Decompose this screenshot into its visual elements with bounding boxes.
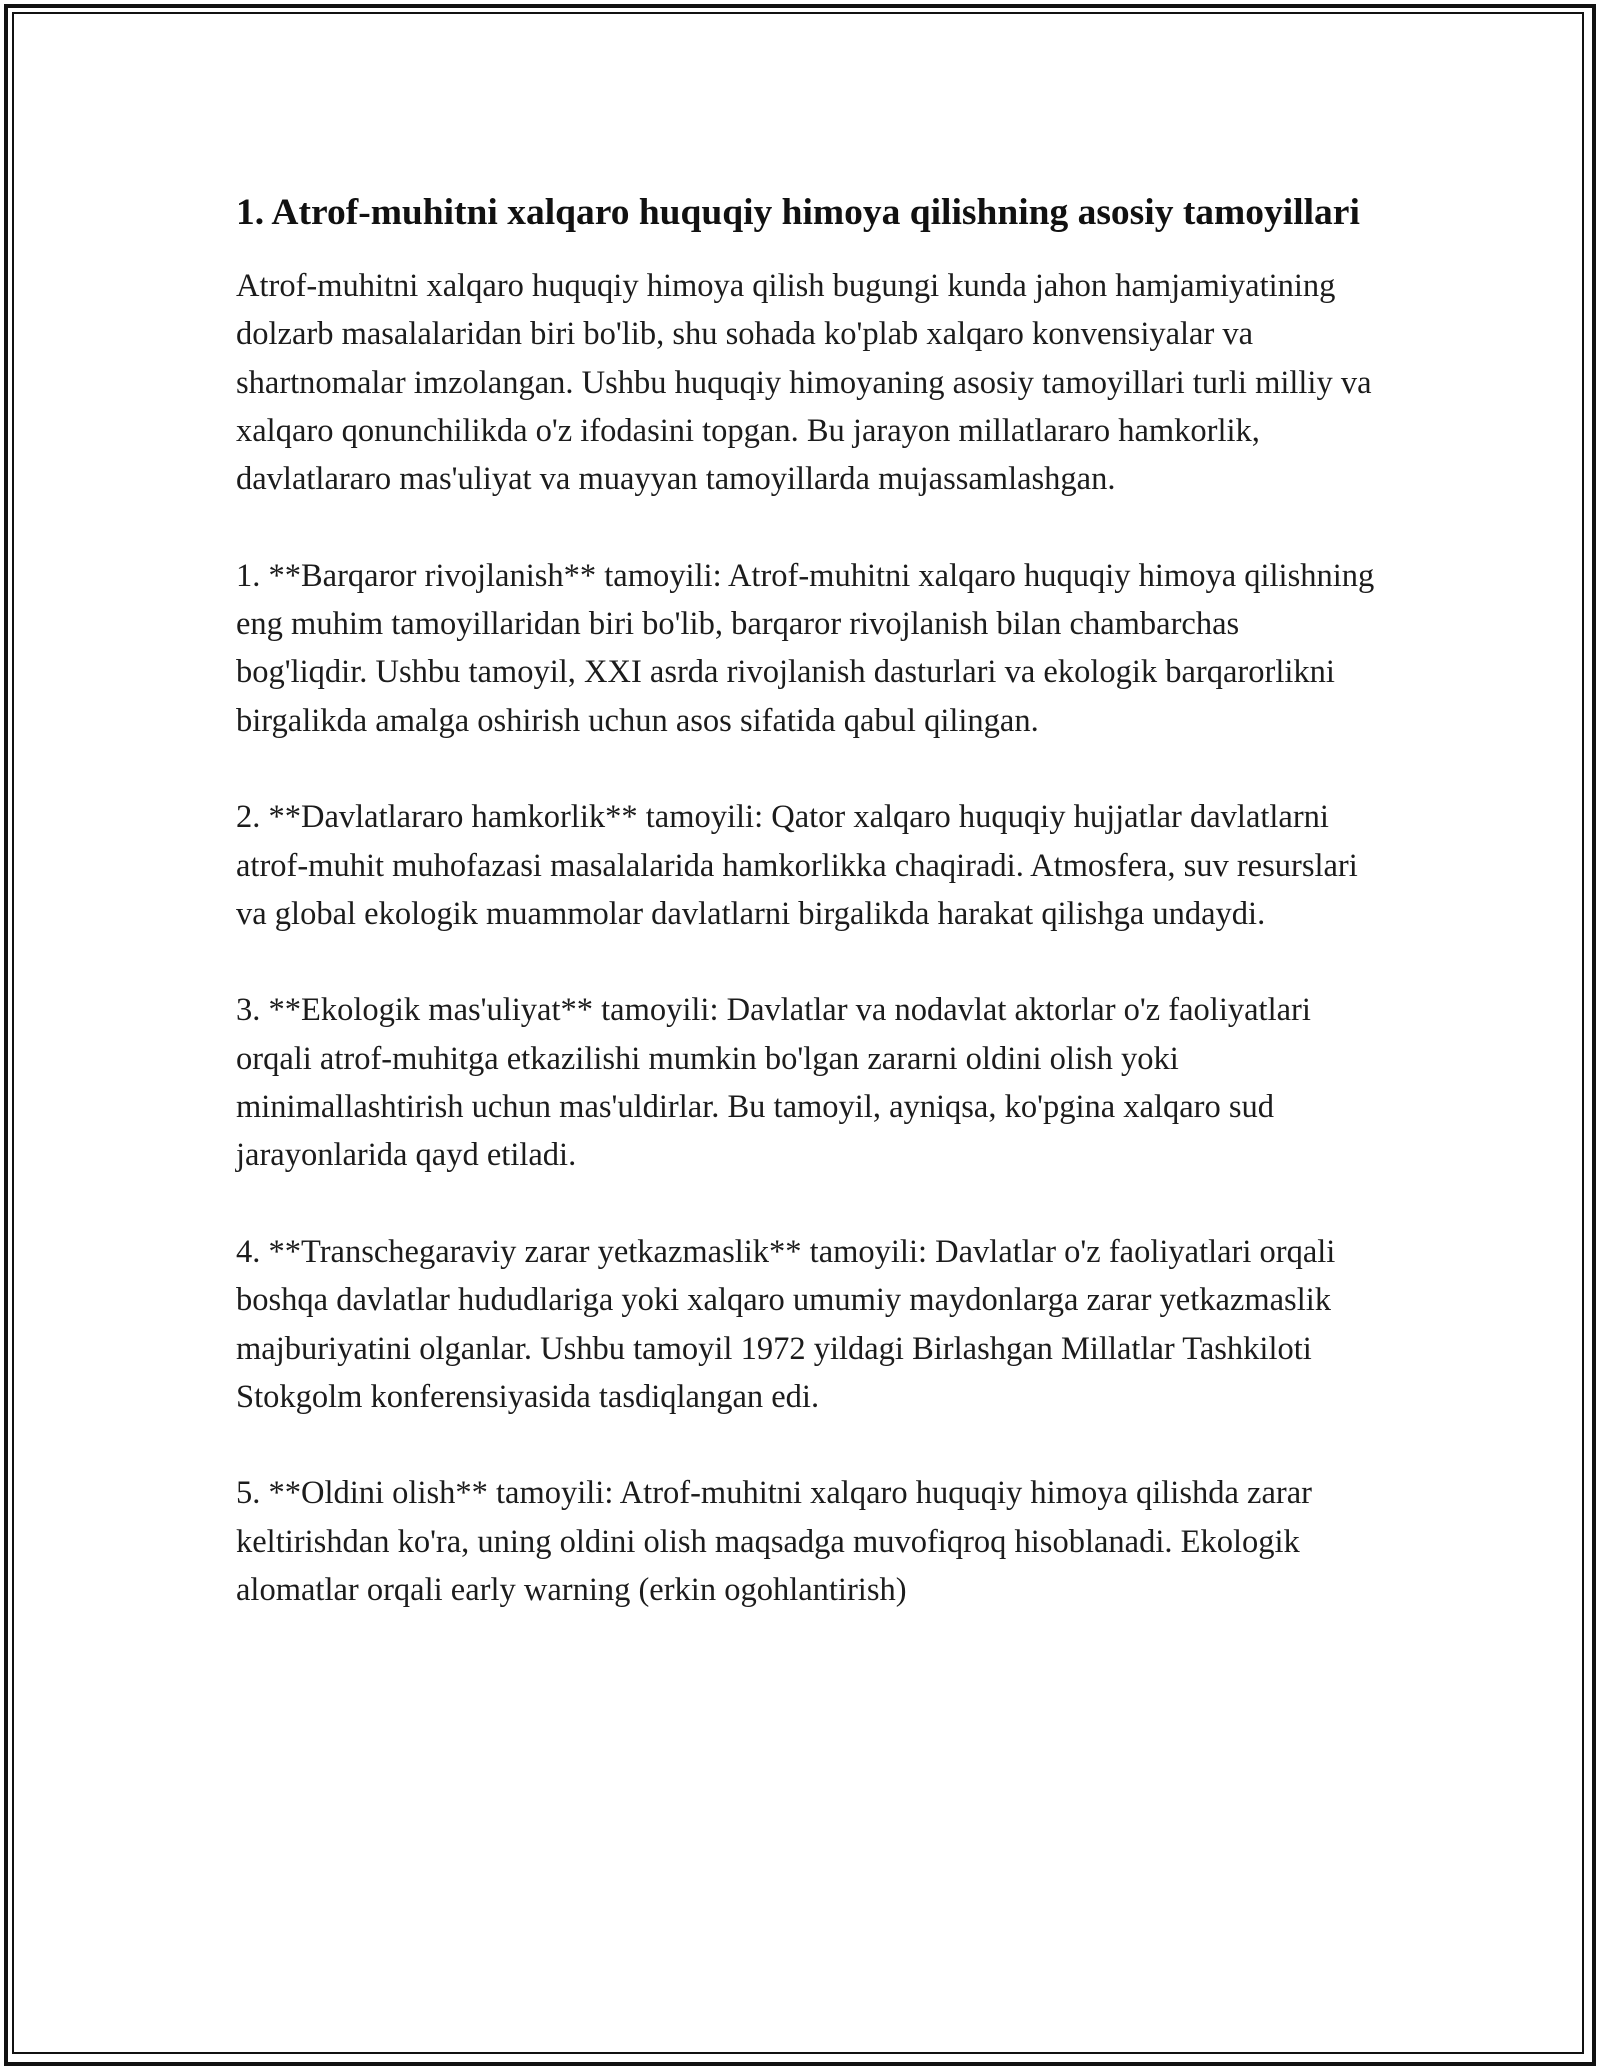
intro-paragraph: Atrof-muhitni xalqaro huquqiy himoya qilish bugungi kunda jahon hamjamiyatining dolzarb masalalaridan biri bo'lib, shu sohada ko'plab xalqaro konvensiyalar va shartnomalar imzolangan. Ushbu huquqiy himoyaning asosiy tamoyillari turli milliy va xalqaro qonunchilikda o'z ifodasini topgan. Bu jarayon millatlararo hamkorlik, davlatlararo mas'uliyat va muayyan tamoyillarda mujassamlashgan. xyxy=(236,268,1372,498)
principle-prevention: 5. **Oldini olish** tamoyili: Atrof-muhitni xalqaro huquqiy himoya qilishda zarar keltirishdan ko'ra, uning oldini olish maqsadga muvofiqroq hisoblanadi. Ekologik alomatlar orqali early warning (erkin ogohlantirish) xyxy=(236,1475,1312,1609)
principle-ecological-responsibility: 3. **Ekologik mas'uliyat** tamoyili: Davlatlar va nodavlat aktorlar o'z faoliyatlari orqali atrof-muhitga etkazilishi mumkin bo'lgan zararni oldini olish yoki minimallashtirish uchun mas'uldirlar. Bu tamoyil, ayniqsa, ko'pgina xalqaro sud jarayonlarida qayd etiladi. xyxy=(236,992,1311,1174)
principle-interstate-cooperation: 2. **Davlatlararo hamkorlik** tamoyili: Qator xalqaro huquqiy hujjatlar davlatlarni atrof-muhit muhofazasi masalalarida hamkorlikka chaqiradi. Atmosfera, suv resurslari va global ekologik muammolar davlatlarni birgalikda harakat qilishga undaydi. xyxy=(236,799,1358,932)
section-heading: 1. Atrof-muhitni xalqaro huquqiy himoya qilishning asosiy tamoyillari xyxy=(236,192,1360,233)
principle-transboundary-harm: 4. **Transchegaraviy zarar yetkazmaslik** tamoyili: Davlatlar o'z faoliyatlari orqali boshqa davlatlar hududlariga yoki xalqaro umumiy maydonlarga zarar yetkazmaslik majburiyatini olganlar. Ushbu tamoyil 1972 yildagi Birlashgan Millatlar Tashkiloti Stokgolm konferensiyasida tasdiqlangan edi. xyxy=(236,1233,1336,1415)
principle-sustainable-development: 1. **Barqaror rivojlanish** tamoyili: Atrof-muhitni xalqaro huquqiy himoya qilishning eng muhim tamoyillaridan biri bo'lib, barqaror rivojlanish bilan chambarchas bog'liqdir. Ushbu tamoyil, XXI asrda rivojlanish dasturlari va ekologik barqarorlikni birgalikda amalga oshirish uchun asos sifatida qabul qilingan. xyxy=(236,557,1375,739)
document-body xyxy=(236,186,1376,1663)
